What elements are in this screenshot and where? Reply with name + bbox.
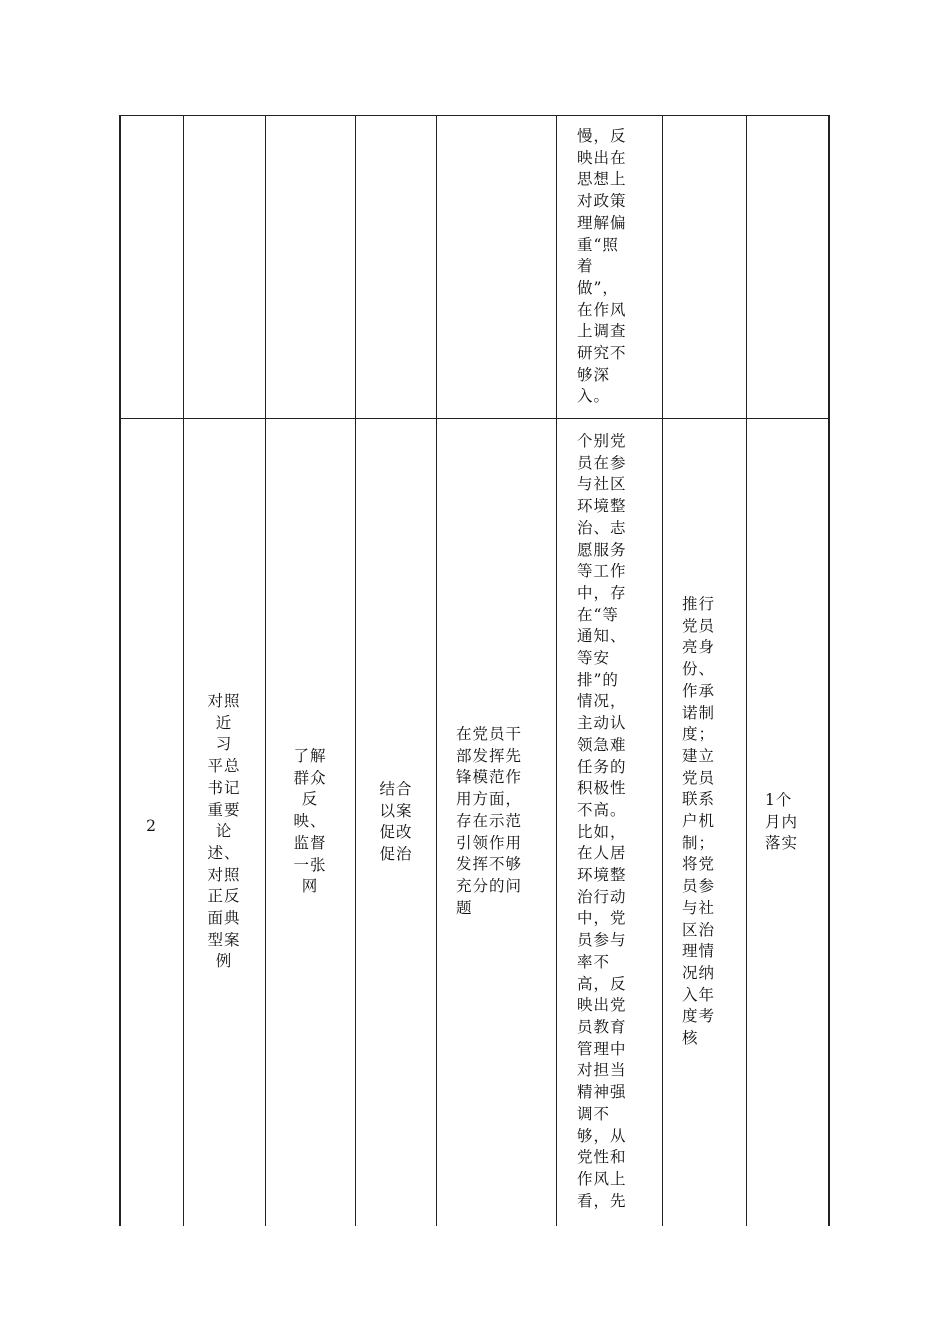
table-left-border bbox=[119, 115, 121, 1226]
inspection-basis-cell: 对照 近 习 平总 书记 重要 论 述、 对照 正反 面典 型案 例 bbox=[207, 692, 241, 971]
issue-category-cell: 在党员干 部发挥先 锋模范作 用方面， 存在示范 引领作用 发挥不够 充分的问 题 bbox=[456, 725, 523, 917]
sequence-number-cell: 2 bbox=[146, 817, 157, 835]
row-divider bbox=[119, 418, 830, 419]
case-reform-cell: 结合 以案 促改 促治 bbox=[379, 780, 413, 864]
column-divider bbox=[746, 115, 747, 1226]
deadline-cell: 1个 月内 落实 bbox=[765, 791, 799, 853]
column-divider bbox=[662, 115, 663, 1226]
problem-cell: 个别党 员在参 与社区 环境整 治、志 愿服务 等工作 中，存 在“等 通知、 等安 排”的 情况， 主动认 领急难 任务的 积极性 不高。 比如， 在人居 环境整 治行动 中，党 员参与 率不 高，反 映出党 员教育 管理中 对担当 精神强 调不 够，从 党性和 作风上 看，先 bbox=[577, 432, 627, 1210]
column-divider bbox=[355, 115, 356, 1226]
column-divider bbox=[556, 115, 557, 1226]
measure-cell: 推行 党员 亮身 份、 作承 诺制 度； 建立 党员 联系 户机 制； 将党 员参 与社 区治 理情 况纳 入年 度考 核 bbox=[682, 595, 716, 1048]
column-divider bbox=[436, 115, 437, 1226]
column-divider bbox=[265, 115, 266, 1226]
table-right-border bbox=[828, 115, 830, 1226]
table-top-border bbox=[119, 115, 830, 116]
problem-cell: 慢，反 映出在 思想上 对政策 理解偏 重“照 着 做”， 在作风 上调查 研究不 够深 入。 bbox=[577, 127, 627, 406]
feedback-channel-cell: 了解 群众 反 映、 监督 一张 网 bbox=[293, 747, 327, 896]
rectification-table bbox=[119, 115, 830, 1226]
column-divider bbox=[183, 115, 184, 1226]
